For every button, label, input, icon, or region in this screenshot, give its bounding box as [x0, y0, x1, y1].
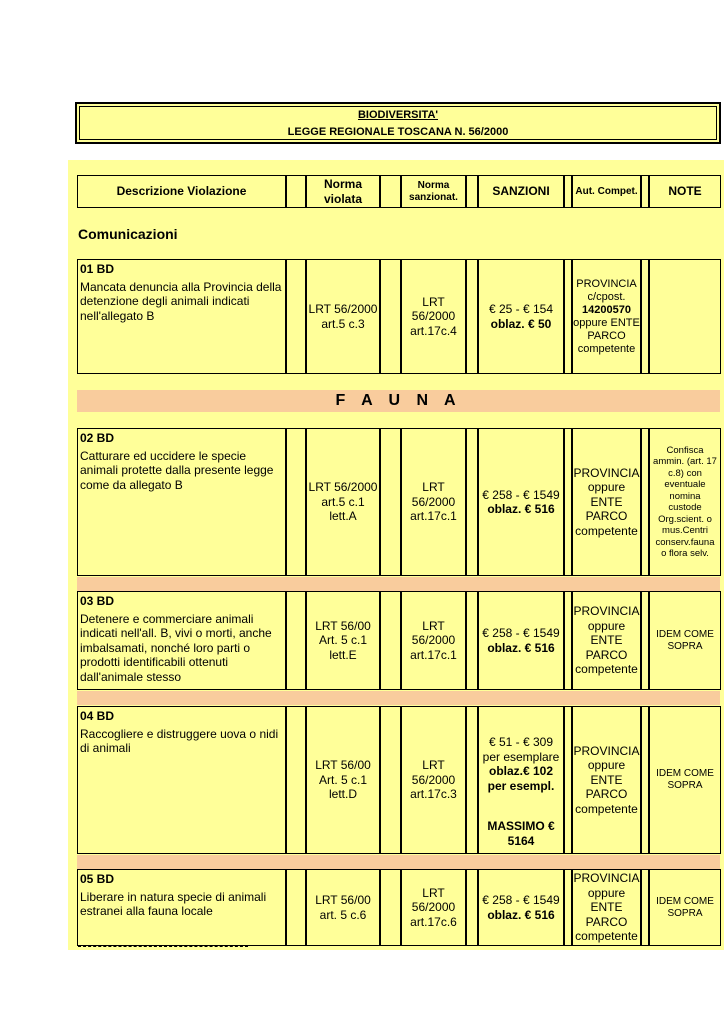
row-sanzioni — [478, 428, 564, 576]
row-spacer — [466, 428, 478, 576]
row-norma-violata: LRT 56/00 Art. 5 c.1 lett.E — [306, 591, 380, 690]
header-spacer — [380, 175, 401, 208]
header-spacer — [286, 175, 306, 208]
row-aut-line2: oppure ENTE PARCO competente — [573, 316, 640, 355]
row-separator — [77, 577, 720, 591]
row-description-cell — [77, 259, 286, 374]
row-spacer — [564, 428, 572, 576]
document-subtitle: LEGGE REGIONALE TOSCANA N. 56/2000 — [287, 126, 509, 138]
row-spacer — [286, 869, 306, 946]
row-sanzioni — [478, 591, 564, 690]
row-spacer — [641, 706, 649, 854]
row-sanzioni — [478, 706, 564, 854]
row-sanzione-range: € 258 - € 1549 — [482, 487, 560, 502]
header-note: NOTE — [649, 175, 721, 208]
document-title-box — [75, 102, 721, 144]
row-note: IDEM COME SOPRA — [649, 869, 721, 946]
row-spacer — [466, 869, 478, 946]
row-aut-line1: PROVINCIA c/cpost. — [576, 277, 637, 303]
row-spacer — [380, 428, 401, 576]
row-description: Raccogliere e distruggere uova o nidi di animali — [80, 726, 279, 755]
row-description: Detenere e commerciare animali indicati nell'all. B, vivi o morti, anche imbalsamati, nonché loro parti o prodotti identificabili ottenuti dall'animale stesso — [80, 611, 272, 684]
row-description: Mancata denuncia alla Provincia della detenzione degli animali indicati nell'allegato B — [80, 279, 282, 323]
row-norma-sanzionat: LRT 56/2000 art.17c.6 — [401, 869, 466, 946]
row-oblazione: oblaz. € 516 — [487, 502, 555, 516]
row-aut-postal: 14200570 — [582, 303, 631, 316]
header-spacer — [564, 175, 572, 208]
row-spacer — [380, 706, 401, 854]
row-aut-compet: PROVINCIA oppure ENTE PARCO competente — [572, 706, 641, 854]
row-spacer — [641, 428, 649, 576]
row-spacer — [641, 591, 649, 690]
row-sanzioni — [478, 869, 564, 946]
row-separator — [77, 691, 720, 705]
page-break-line — [78, 946, 248, 947]
row-norma-violata: LRT 56/2000 art.5 c.3 — [306, 259, 380, 374]
row-massimo: MASSIMO € 5164 — [487, 819, 555, 848]
row-spacer — [380, 259, 401, 374]
header-aut-compet: Aut. Compet. — [572, 175, 641, 208]
row-code: 02 BD — [80, 431, 115, 445]
row-description-cell — [77, 869, 286, 946]
row-sanzioni — [478, 259, 564, 374]
row-sanzione-range: € 258 - € 1549 — [482, 893, 560, 907]
row-spacer — [286, 259, 306, 374]
row-spacer — [564, 591, 572, 690]
row-sanzione-range: € 258 - € 1549 — [482, 626, 560, 640]
row-description-cell — [77, 428, 286, 576]
row-norma-violata: LRT 56/2000 art.5 c.1 lett.A — [306, 428, 380, 576]
row-norma-sanzionat: LRT 56/2000 art.17c.3 — [401, 706, 466, 854]
row-sanzione-range: € 25 - € 154 — [488, 302, 554, 316]
row-note — [649, 259, 721, 374]
row-description: Liberare in natura specie di animali estranei alla fauna locale — [80, 889, 267, 918]
section-fauna: F A U N A — [77, 390, 720, 412]
row-note: IDEM COME SOPRA — [649, 591, 721, 690]
row-spacer — [466, 591, 478, 690]
row-oblazione: oblaz. € 50 — [490, 316, 552, 331]
header-norma-sanzionat: Norma sanzionat. — [401, 175, 466, 208]
header-spacer — [641, 175, 649, 208]
row-aut-compet: PROVINCIA oppure ENTE PARCO competente — [572, 869, 641, 946]
row-note: Confisca ammin. (art. 17 c.8) con eventuale nomina custode Org.scient. o mus.Centri conserv.fauna o flora selv. — [649, 428, 721, 576]
header-sanzioni: SANZIONI — [478, 175, 564, 208]
row-norma-violata: LRT 56/00 Art. 5 c.1 lett.D — [306, 706, 380, 854]
row-separator — [77, 855, 720, 869]
row-code: 01 BD — [80, 262, 115, 276]
row-oblazione: oblaz. € 516 — [487, 907, 555, 922]
row-norma-sanzionat: LRT 56/2000 art.17c.1 — [401, 591, 466, 690]
row-oblazione: oblaz. € 516 — [487, 640, 555, 655]
row-description-cell — [77, 706, 286, 854]
row-spacer — [286, 591, 306, 690]
row-description: Catturare ed uccidere le specie animali protette dalla presente legge come da allegato B — [80, 448, 274, 492]
row-norma-sanzionat: LRT 56/2000 art.17c.4 — [401, 259, 466, 374]
row-sanzione-range: € 51 - € 309 per esemplare — [482, 735, 560, 764]
row-aut-compet — [572, 259, 641, 374]
header-spacer — [466, 175, 478, 208]
row-norma-sanzionat: LRT 56/2000 art.17c.1 — [401, 428, 466, 576]
row-oblazione: oblaz.€ 102 per esempl. — [487, 764, 555, 793]
header-descrizione: Descrizione Violazione — [77, 175, 286, 208]
row-spacer — [564, 869, 572, 946]
document-title: BIODIVERSITA' — [357, 109, 439, 121]
row-spacer — [286, 706, 306, 854]
row-aut-compet: PROVINCIA oppure ENTE PARCO competente — [572, 428, 641, 576]
row-code: 03 BD — [80, 594, 115, 608]
row-spacer — [466, 259, 478, 374]
row-norma-violata: LRT 56/00 art. 5 c.6 — [306, 869, 380, 946]
row-code: 04 BD — [80, 709, 115, 723]
row-spacer — [564, 706, 572, 854]
section-comunicazioni: Comunicazioni — [78, 226, 178, 242]
row-spacer — [641, 259, 649, 374]
header-norma-violata: Norma violata — [306, 175, 380, 208]
row-code: 05 BD — [80, 872, 115, 886]
row-spacer — [564, 259, 572, 374]
row-spacer — [641, 869, 649, 946]
row-spacer — [286, 428, 306, 576]
row-description-cell — [77, 591, 286, 690]
row-spacer — [380, 591, 401, 690]
row-note: IDEM COME SOPRA — [649, 706, 721, 854]
row-spacer — [380, 869, 401, 946]
row-aut-compet: PROVINCIA oppure ENTE PARCO competente — [572, 591, 641, 690]
row-spacer — [466, 706, 478, 854]
